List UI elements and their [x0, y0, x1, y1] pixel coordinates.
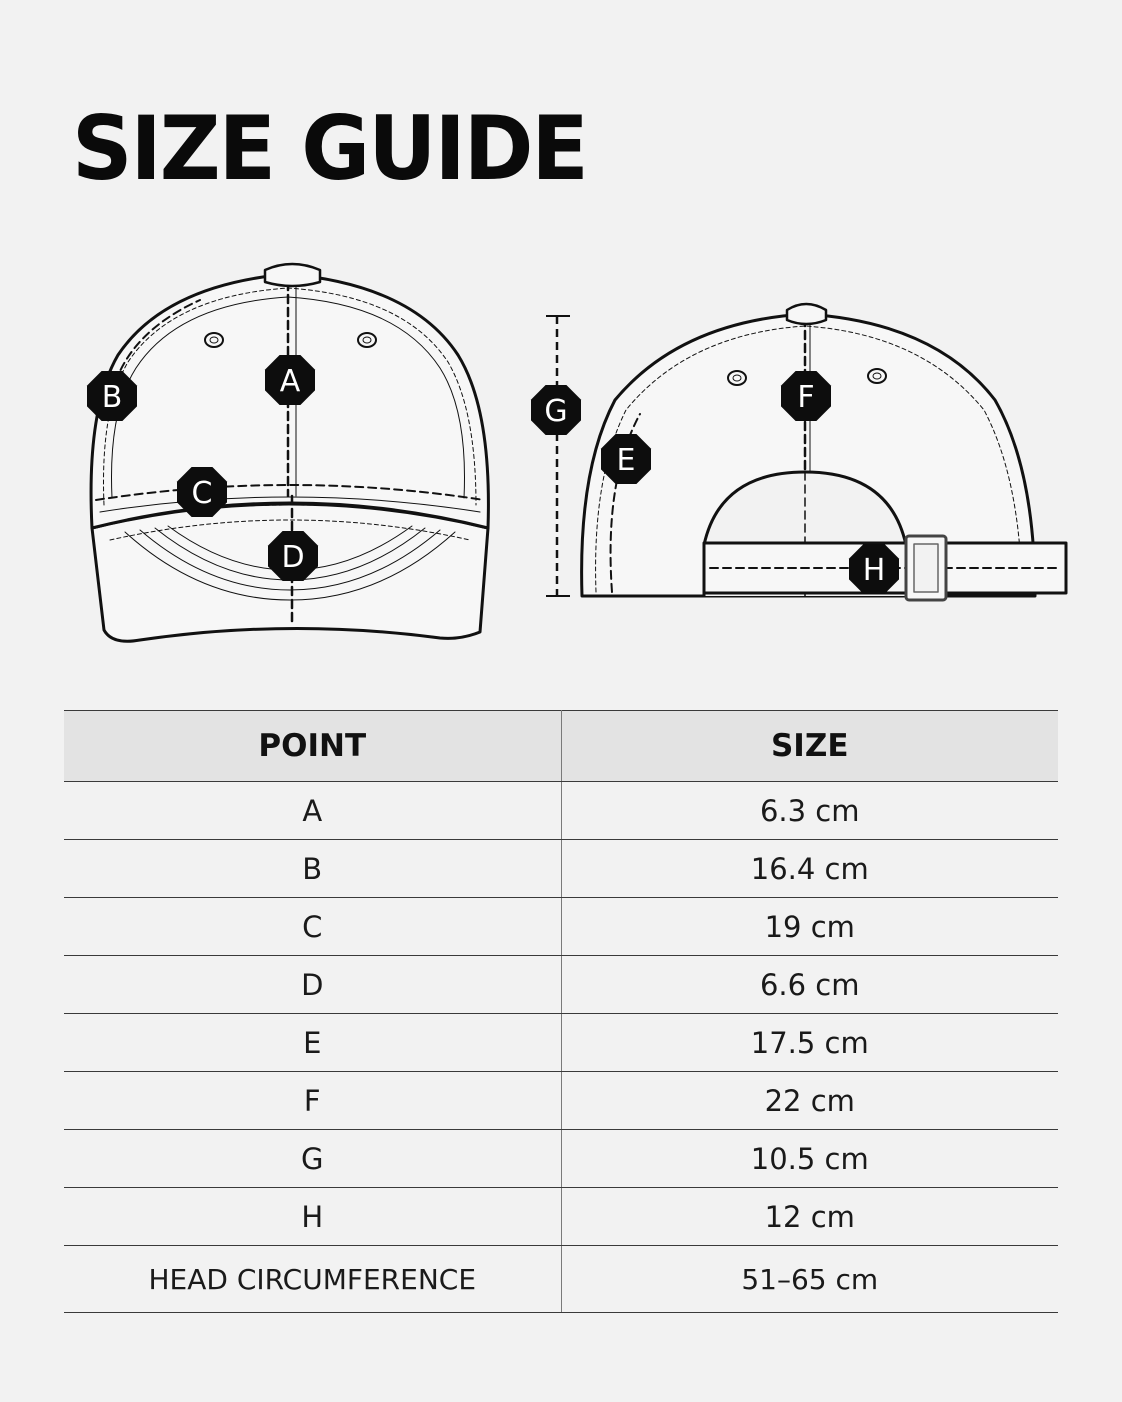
table-row [64, 898, 1058, 956]
page-title: SIZE GUIDE [72, 97, 587, 200]
g-measure-line [546, 316, 570, 596]
marker-f [781, 371, 831, 421]
size-cell: 16.4 cm [561, 840, 1058, 898]
marker-d [268, 531, 318, 581]
marker-g [531, 385, 581, 435]
marker-d-label: D [281, 540, 305, 575]
point-cell: C [64, 898, 561, 956]
point-cell: H [64, 1188, 561, 1246]
cap-diagram [0, 240, 1122, 660]
point-cell: HEAD CIRCUMFERENCE [64, 1246, 561, 1313]
point-cell: A [64, 782, 561, 840]
table-row [64, 1130, 1058, 1188]
marker-a [265, 355, 315, 405]
point-cell: G [64, 1130, 561, 1188]
header-size: SIZE [561, 711, 1058, 782]
marker-h-label: H [862, 553, 886, 588]
point-cell: B [64, 840, 561, 898]
table-row [64, 1014, 1058, 1072]
marker-c [177, 467, 227, 517]
marker-b [87, 371, 137, 421]
table-row [64, 1072, 1058, 1130]
marker-c-label: C [191, 476, 213, 511]
cap-front-view [91, 264, 488, 641]
marker-g-label: G [544, 394, 568, 429]
table-row [64, 1188, 1058, 1246]
point-cell: D [64, 956, 561, 1014]
size-cell: 22 cm [561, 1072, 1058, 1130]
header-point: POINT [64, 711, 561, 782]
size-table [64, 710, 1058, 1313]
marker-a-label: A [279, 364, 301, 399]
marker-b-label: B [101, 380, 123, 415]
table-row [64, 840, 1058, 898]
table-header-row [64, 711, 1058, 782]
point-cell: F [64, 1072, 561, 1130]
cap-back-view [582, 304, 1066, 600]
size-cell: 10.5 cm [561, 1130, 1058, 1188]
size-cell: 6.3 cm [561, 782, 1058, 840]
size-cell: 12 cm [561, 1188, 1058, 1246]
table-row [64, 782, 1058, 840]
size-cell: 51–65 cm [561, 1246, 1058, 1313]
table-row [64, 1246, 1058, 1313]
size-cell: 17.5 cm [561, 1014, 1058, 1072]
marker-e-label: E [616, 443, 636, 478]
marker-h [849, 544, 899, 594]
marker-e [601, 434, 651, 484]
marker-f-label: F [797, 380, 815, 415]
point-cell: E [64, 1014, 561, 1072]
size-cell: 19 cm [561, 898, 1058, 956]
table-row [64, 956, 1058, 1014]
size-cell: 6.6 cm [561, 956, 1058, 1014]
